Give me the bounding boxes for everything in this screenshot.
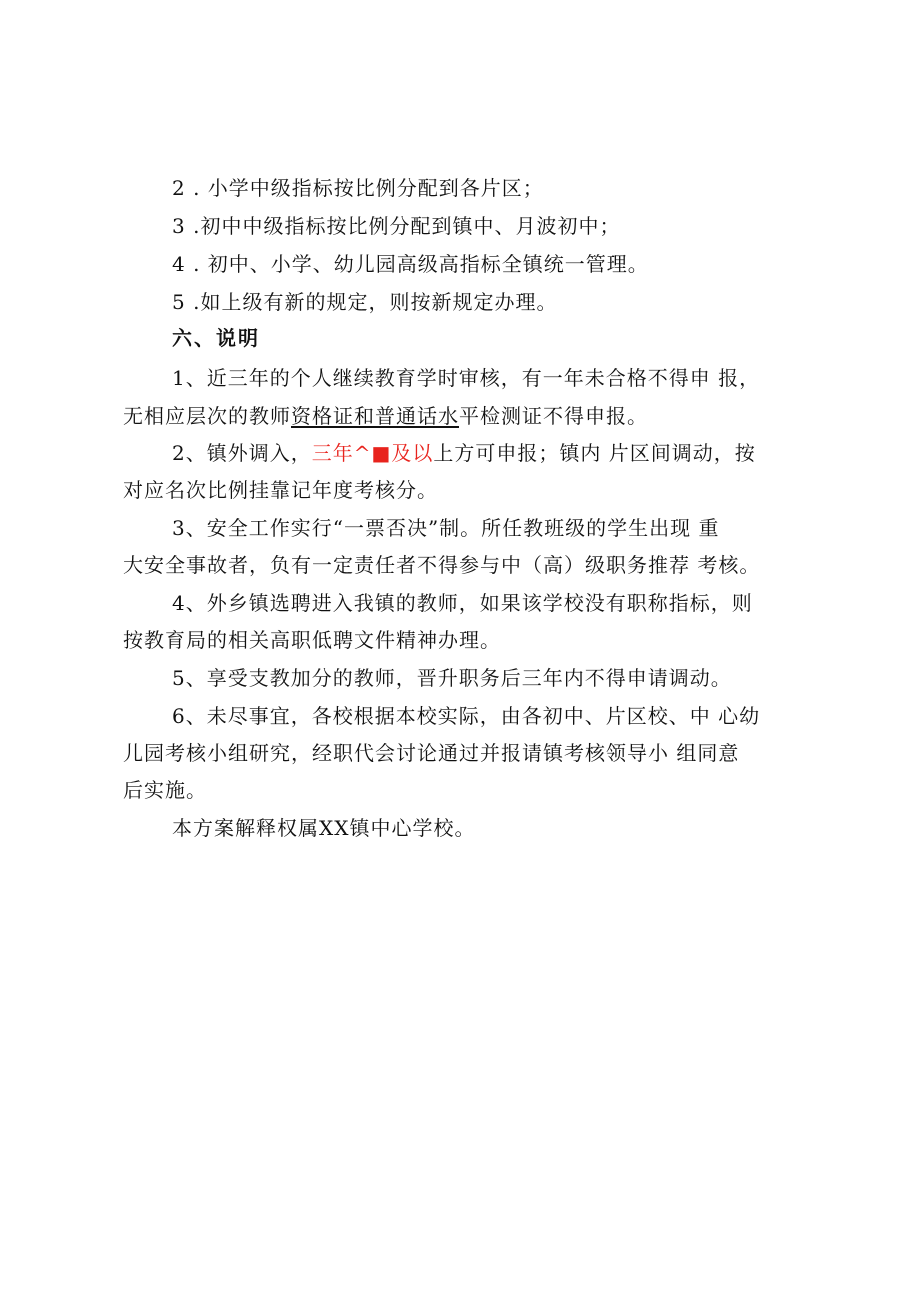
note-1-line-1: 1、近三年的个人继续教育学时审核，有一年未合格不得申 报， (172, 366, 761, 390)
note-4-line-1: 4、外乡镇选聘进入我镇的教师，如果该学校没有职称指标，则 (172, 591, 753, 615)
note-2-red-text: 三年^■及以 (311, 441, 434, 465)
note-2-text-post: 上方可申报；镇内 片区间调动，按 (433, 441, 756, 465)
rule-item-5: 5 .如上级有新的规定，则按新规定办理。 (172, 290, 558, 314)
section-heading: 六、说明 (172, 326, 260, 350)
note-1-text-pre: 无相应层次的教师 (123, 404, 291, 428)
rule-item-3: 3 .初中中级指标按比例分配到镇中、月波初中； (172, 214, 621, 238)
note-6-line-2: 儿园考核小组研究，经职代会讨论通过并报请镇考核领导小 组同意 (123, 741, 740, 765)
note-6-line-1: 6、未尽事宜，各校根据本校实际，由各初中、片区校、中 心幼 (172, 704, 761, 728)
note-3-line-2: 大安全事故者，负有一定责任者不得参与中（高）级职务推荐 考核。 (123, 553, 761, 577)
rule-item-2: 2 . 小学中级指标按比例分配到各片区； (172, 176, 544, 200)
note-5-line-1: 5、享受支教加分的教师，晋升职务后三年内不得申请调动。 (172, 666, 732, 690)
rule-item-4: 4 . 初中、小学、幼儿园高级高指标全镇统一管理。 (172, 252, 649, 276)
note-1-underlined-text: 资格证和普通话水 (291, 404, 459, 428)
note-2-text-pre: 2、镇外调入， (172, 441, 312, 465)
closing-statement: 本方案解释权属XX镇中心学校。 (172, 816, 476, 840)
note-1-line-2 (123, 402, 648, 430)
note-2-line-2: 对应名次比例挂靠记年度考核分。 (123, 478, 438, 502)
note-4-line-2: 按教育局的相关高职低聘文件精神办理。 (123, 628, 501, 652)
note-1-text-post: 平检测证不得申报。 (459, 404, 648, 428)
note-3-line-1: 3、安全工作实行“一票否决”制。所任教班级的学生出现 重 (172, 516, 720, 540)
note-2-line-1 (172, 439, 756, 467)
note-6-line-3: 后实施。 (123, 778, 207, 802)
